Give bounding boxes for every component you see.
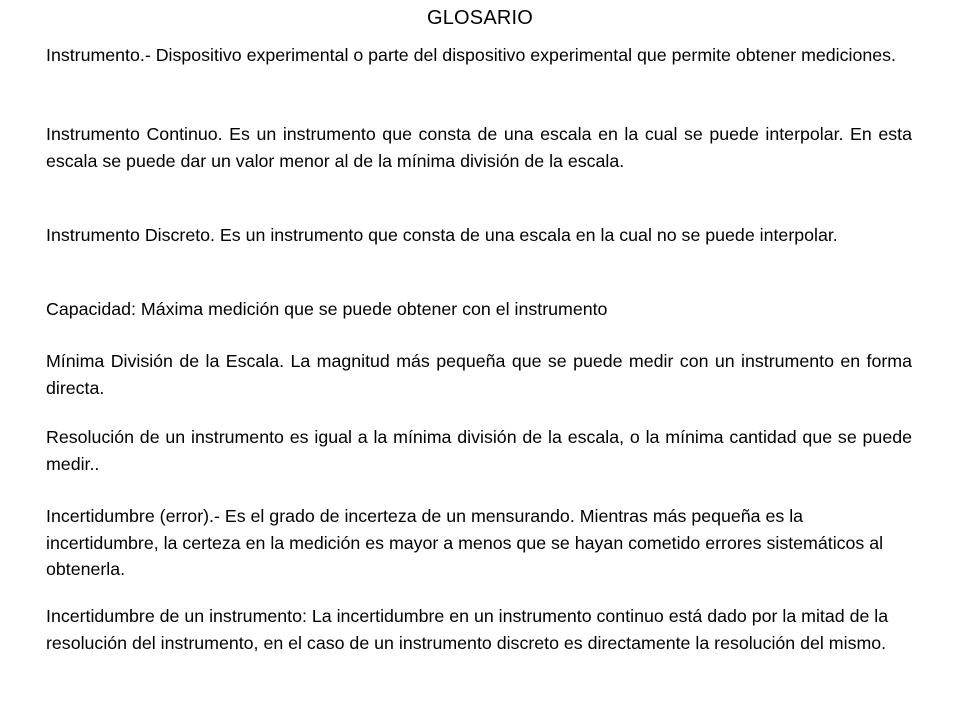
page-title: GLOSARIO xyxy=(426,7,534,29)
glossary-entry-instrumento-continuo: Instrumento Continuo. Es un instrumento que consta de una escala en la cual se puede interpolar. En esta escala se puede dar un valor menor al de la mínima división de la escala. xyxy=(46,124,912,171)
glossary-entry-resolucion: Resolución de un instrumento es igual a la mínima división de la escala, o la mínima cantidad que se puede medir.. xyxy=(46,427,912,474)
glossary-entry-incertidumbre-instrumento: Incertidumbre de un instrumento: La incertidumbre en un instrumento continuo está dado por la mitad de la resolución del instrumento, en el caso de un instrumento discreto es directamente la resolución del mismo. xyxy=(46,606,889,653)
glossary-entry-capacidad: Capacidad: Máxima medición que se puede obtener con el instrumento xyxy=(46,299,608,319)
glossary-entry-instrumento-discreto: Instrumento Discreto. Es un instrumento que consta de una escala en la cual no se puede interpolar. xyxy=(46,225,838,245)
glossary-entry-incertidumbre: Incertidumbre (error).- Es el grado de incerteza de un mensurando. Mientras más pequeña es la incertidumbre, la certeza en la medición es mayor a menos que se hayan cometido errores sistemáticos al obtenerla. xyxy=(46,506,884,579)
glossary-entry-minima-division: Mínima División de la Escala. La magnitud más pequeña que se puede medir con un instrumento en forma directa. xyxy=(46,351,912,398)
glossary-entry-instrumento: Instrumento.- Dispositivo experimental o parte del dispositivo experimental que permite obtener mediciones. xyxy=(46,45,896,65)
